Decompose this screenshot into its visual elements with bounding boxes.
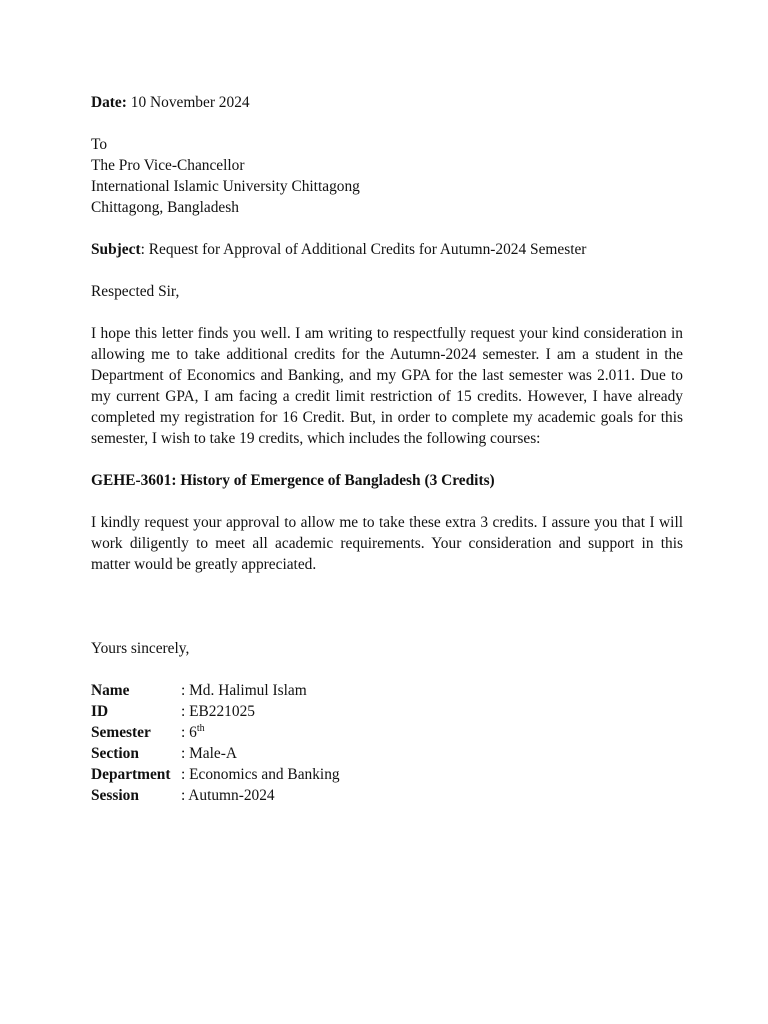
recipient-to: To (91, 136, 108, 153)
salutation: Respected Sir, (91, 283, 180, 300)
course-line: GEHE-3601: History of Emergence of Bangladesh (3 Credits) (91, 472, 495, 489)
session-label: Session (91, 787, 139, 804)
subject-text: : Request for Approval of Additional Credits for Autumn-2024 Semester (140, 241, 587, 258)
signature-row-id (91, 701, 340, 722)
letter-page (91, 92, 683, 806)
id-value: : EB221025 (181, 703, 255, 720)
recipient-title: The Pro Vice-Chancellor (91, 157, 245, 174)
semester-label: Semester (91, 724, 151, 741)
department-value: : Economics and Banking (181, 766, 340, 783)
semester-value: : 6 (181, 724, 197, 741)
recipient-institution: International Islamic University Chittagong (91, 178, 360, 195)
recipient-address: Chittagong, Bangladesh (91, 199, 239, 216)
signature-block (91, 680, 340, 806)
semester-suffix: th (196, 723, 205, 734)
department-label: Department (91, 766, 171, 783)
subject-label: Subject (91, 241, 141, 258)
signature-row-session (91, 785, 340, 806)
signature-row-section (91, 743, 340, 764)
body-paragraph-2: I kindly request your approval to allow me to take these extra 3 credits. I assure you that I will work diligently to meet all academic requirements. Your consideration and support in this matter would be greatly appreciated. (91, 514, 683, 573)
name-value: : Md. Halimul Islam (181, 682, 307, 699)
signature-row-name (91, 680, 340, 701)
semester-cell (181, 722, 340, 743)
signature-row-semester (91, 722, 340, 743)
date-value: 10 November 2024 (130, 94, 250, 111)
session-value: : Autumn-2024 (181, 787, 275, 804)
id-label: ID (91, 703, 109, 720)
signature-row-department (91, 764, 340, 785)
body-paragraph-1: I hope this letter finds you well. I am writing to respectfully request your kind consideration in allowing me to take additional credits for the Autumn-2024 semester. I am a student in the Department of Economics and Banking, and my GPA for the last semester was 2.011. Due to my current GPA, I am facing a credit limit restriction of 15 credits. However, I have already completed my registration for 16 Credit. But, in order to complete my academic goals for this semester, I wish to take 19 credits, which includes the following courses: (91, 325, 683, 447)
name-label: Name (91, 682, 130, 699)
date-label: Date: (91, 94, 127, 111)
section-label: Section (91, 745, 139, 762)
subject-line (91, 239, 683, 260)
date-line (91, 92, 683, 113)
section-value: : Male-A (181, 745, 237, 762)
recipient-block (91, 134, 683, 218)
closing: Yours sincerely, (91, 640, 190, 657)
